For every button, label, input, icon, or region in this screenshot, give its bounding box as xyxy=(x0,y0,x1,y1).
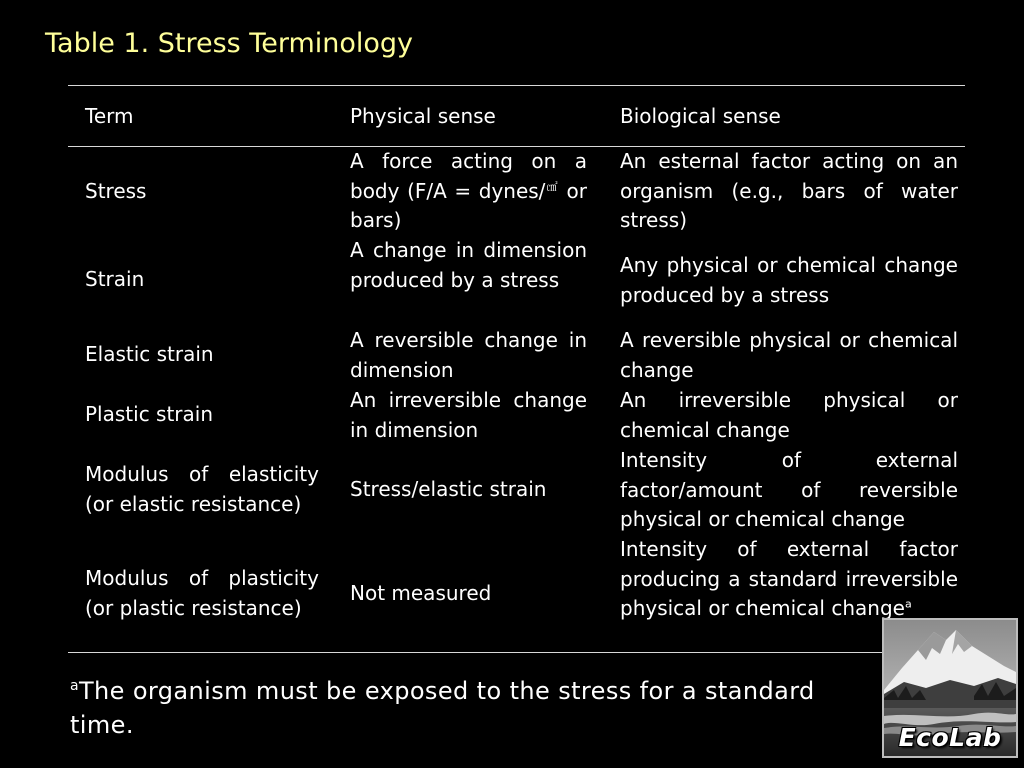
footnote-marker: a xyxy=(70,678,79,694)
row-plastic-strain-term: Plastic strain xyxy=(85,402,214,426)
row-modulus-elasticity-physical: Stress/elastic strain xyxy=(350,477,547,501)
row-elastic-strain-biological: A reversible physical or chemical change xyxy=(620,328,958,382)
row-plastic-strain-biological: An irreversible physical or chemical change xyxy=(620,388,958,442)
table-bottom-rule xyxy=(68,652,965,653)
row-strain-physical: A change in dimension produced by a stress xyxy=(350,238,587,292)
row-modulus-plasticity-biological-text: Intensity of external factor producing a standard irreversible physical or chemical change xyxy=(620,537,958,621)
ecolab-logo xyxy=(882,618,1018,758)
row-strain-biological: Any physical or chemical change produced by a stress xyxy=(620,253,958,307)
column-header-physical-sense: Physical sense xyxy=(350,104,496,128)
row-modulus-plasticity-term: Modulus of plasticity (or plastic resistance) xyxy=(85,566,319,620)
row-stress-term: Stress xyxy=(85,179,147,203)
row-modulus-elasticity-biological: Intensity of external factor/amount of reversible physical or chemical change xyxy=(620,448,958,532)
footnote-text: The organism must be exposed to the stress for a standard time. xyxy=(70,677,815,739)
column-header-term: Term xyxy=(85,104,134,128)
row-modulus-plasticity-biological xyxy=(620,535,958,624)
row-stress-biological: An esternal factor acting on an organism (e.g., bars of water stress) xyxy=(620,149,958,233)
row-modulus-elasticity-term: Modulus of elasticity (or elastic resistance) xyxy=(85,462,319,516)
row-stress-physical-text-end: or bars) xyxy=(350,178,587,233)
row-plastic-strain-physical: An irreversible change in dimension xyxy=(350,388,587,442)
ecolab-logo-text: EcoLab xyxy=(898,723,1002,752)
square-centimeter-unit: ㎠ xyxy=(545,180,559,194)
slide-title: Table 1. Stress Terminology xyxy=(45,28,414,59)
table-top-rule xyxy=(68,85,965,86)
row-strain-term: Strain xyxy=(85,267,145,291)
footnote xyxy=(70,674,830,742)
row-elastic-strain-physical: A reversible change in dimension xyxy=(350,328,587,382)
footnote-reference: a xyxy=(904,597,912,611)
row-stress-physical xyxy=(350,147,587,236)
column-header-biological-sense: Biological sense xyxy=(620,104,781,128)
row-modulus-plasticity-physical: Not measured xyxy=(350,581,492,605)
row-stress-physical-text: A force acting on a body (F/A = dynes/ xyxy=(350,149,587,203)
row-elastic-strain-term: Elastic strain xyxy=(85,342,214,366)
